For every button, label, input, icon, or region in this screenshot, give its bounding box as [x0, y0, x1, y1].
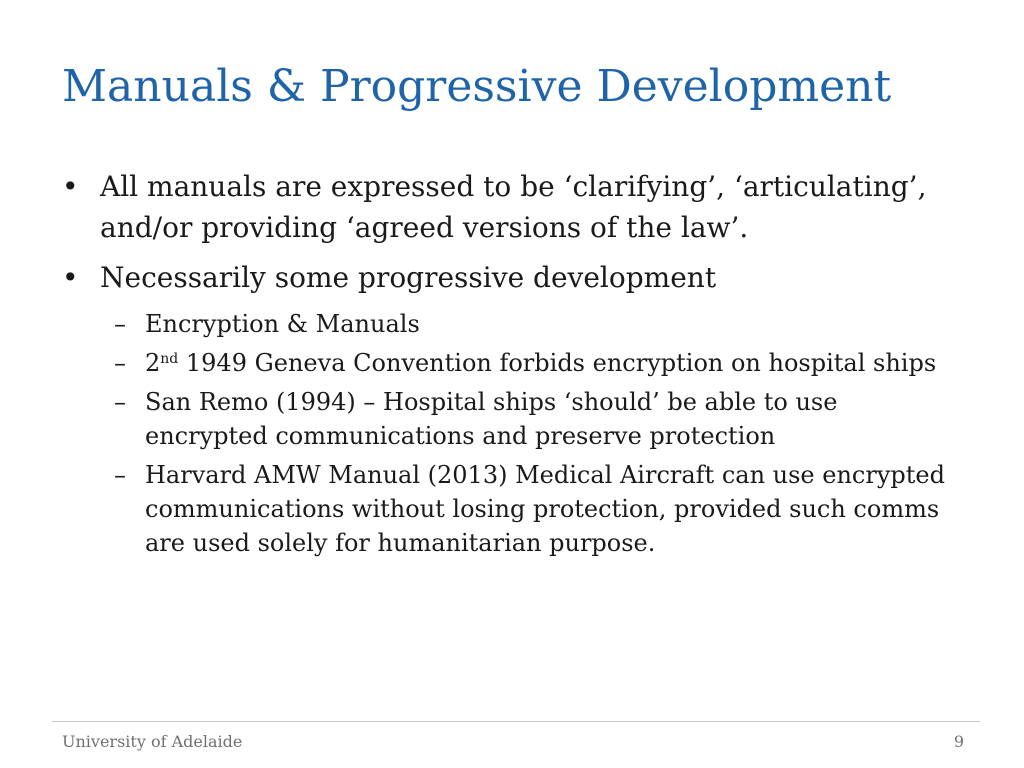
sub-bullet-text: 1949 Geneva Convention forbids encryption on hospital ships [178, 349, 937, 377]
sub-bullet-ordinal-suffix: nd [160, 351, 179, 367]
bullet-text: All manuals are expressed to be ‘clarifying’, ‘articulating’, and/or providing ‘agreed versions of the law’. [100, 170, 927, 244]
page-number: 9 [953, 732, 964, 751]
sub-bullet-text: Encryption & Manuals [145, 310, 420, 338]
sub-bullet-ordinal: 2 [145, 349, 161, 377]
slide-body [62, 166, 962, 565]
footer-divider [52, 721, 980, 722]
sub-bullet-item [62, 346, 962, 380]
sub-bullet-marker: – [114, 388, 126, 416]
sub-bullet-marker: – [114, 461, 126, 489]
slide-title: Manuals & Progressive Development [62, 61, 892, 112]
bullet-item [62, 257, 962, 298]
bullet-text: Necessarily some progressive development [100, 261, 717, 294]
sub-bullet-item [62, 458, 962, 560]
bullet-marker: • [62, 261, 79, 294]
footer-organization: University of Adelaide [62, 732, 243, 751]
bullet-item [62, 166, 962, 248]
sub-bullet-marker: – [114, 349, 126, 377]
sub-bullet-marker: – [114, 310, 126, 338]
bullet-marker: • [62, 170, 79, 203]
sub-bullet-item [62, 307, 962, 341]
sub-bullet-text: Harvard AMW Manual (2013) Medical Aircraft can use encrypted communications without losing protection, provided such comms are used solely for humanitarian purpose. [145, 461, 945, 557]
sub-bullet-item [62, 385, 962, 453]
sub-bullet-text: San Remo (1994) – Hospital ships ‘should’ be able to use encrypted communications and preserve protection [145, 388, 838, 450]
